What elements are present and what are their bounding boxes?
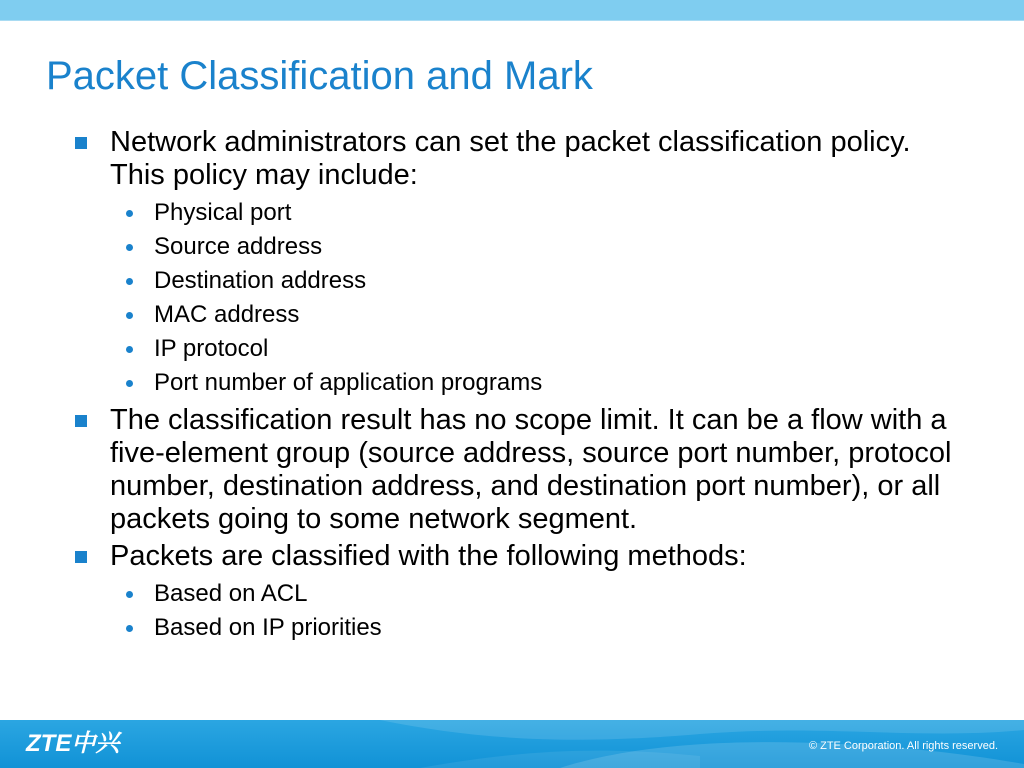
sub-bullet-item — [72, 196, 962, 230]
dot-bullet-icon — [126, 591, 133, 598]
sub-bullet-text: Destination address — [154, 267, 367, 294]
dot-bullet-icon — [126, 625, 133, 632]
sub-bullet-item — [72, 298, 962, 332]
sub-bullet-text: Port number of application programs — [154, 369, 543, 396]
dot-bullet-icon — [126, 244, 133, 251]
sub-bullet-item — [72, 577, 962, 611]
dot-bullet-icon — [126, 380, 133, 387]
sub-bullet-item — [72, 366, 962, 400]
bullet-text: Packets are classified with the following methods: — [110, 540, 747, 572]
sub-bullet-item — [72, 611, 962, 645]
top-accent-bar — [0, 0, 1024, 21]
bullet-item — [72, 404, 962, 536]
sub-bullet-text: Physical port — [154, 199, 292, 226]
sub-bullet-text: IP protocol — [154, 335, 269, 362]
square-bullet-icon — [75, 415, 87, 427]
company-logo: ZTE中兴 — [26, 730, 120, 757]
bullet-item — [72, 126, 962, 192]
slide-body — [72, 126, 962, 649]
square-bullet-icon — [75, 137, 87, 149]
sub-bullet-text: MAC address — [154, 301, 300, 328]
bullet-text: The classification result has no scope limit. It can be a flow with a five-element group (source address, source port number, protocol number, destination address, and destination port number), or all packets going to some network segment. — [110, 404, 952, 535]
dot-bullet-icon — [126, 278, 133, 285]
slide-title: Packet Classification and Mark — [46, 54, 593, 98]
square-bullet-icon — [75, 551, 87, 563]
sub-bullet-text: Based on IP priorities — [154, 614, 382, 641]
bullet-item — [72, 540, 962, 573]
sub-bullet-item — [72, 332, 962, 366]
sub-bullet-list — [72, 196, 962, 400]
dot-bullet-icon — [126, 312, 133, 319]
copyright-notice: © ZTE Corporation. All rights reserved. — [808, 740, 998, 752]
sub-bullet-text: Based on ACL — [154, 580, 308, 607]
sub-bullet-item — [72, 230, 962, 264]
dot-bullet-icon — [126, 210, 133, 217]
footer-bar — [0, 720, 1024, 768]
sub-bullet-text: Source address — [154, 233, 323, 260]
sub-bullet-list — [72, 577, 962, 645]
sub-bullet-item — [72, 264, 962, 298]
bullet-text: Network administrators can set the packet classification policy. This policy may include: — [110, 126, 911, 191]
dot-bullet-icon — [126, 346, 133, 353]
